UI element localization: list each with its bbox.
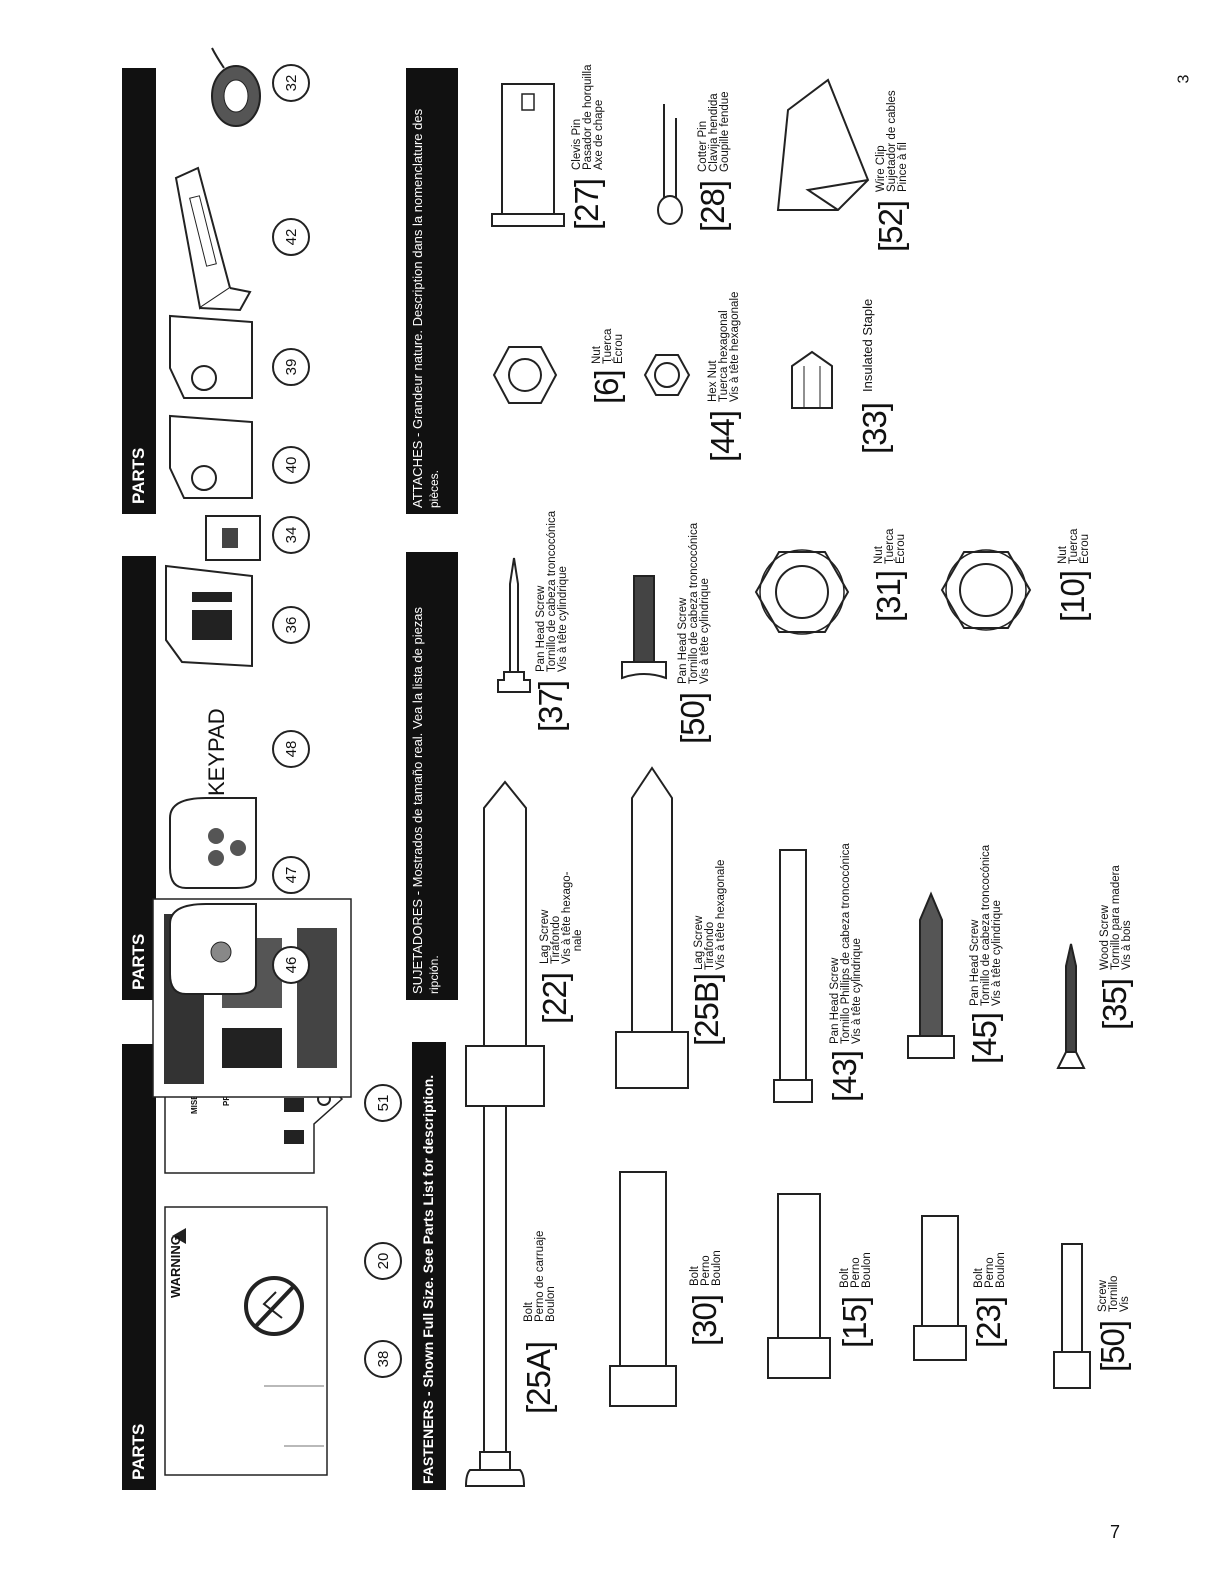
fastener-number-25b: [25B] (688, 973, 725, 1046)
fastener-number-37: [37] (532, 680, 569, 732)
fasteners-header: FASTENERS - Shown Full Size. See Parts List for description. (412, 1042, 446, 1490)
fastener-number-22: [22] (536, 972, 573, 1024)
part-number-32: 32 (272, 64, 310, 102)
wire-coil-32-image (206, 46, 266, 136)
wire-clip-52-image (768, 70, 878, 220)
bracket-42-image (170, 158, 270, 318)
screw-50-image (1052, 1240, 1092, 1390)
wood-screw-35-image (1054, 940, 1088, 1070)
part-number-48: 48 (272, 730, 310, 768)
pan-head-screw-45-image (906, 890, 956, 1060)
warning-sheet-image (164, 1206, 354, 1476)
fastener-number-33: [33] (856, 402, 893, 454)
fastener-label-31: Nut Tuerca Écrou (873, 528, 907, 564)
part-number-38: 38 (364, 1340, 402, 1378)
nut-10-image (938, 542, 1034, 638)
remote-47-image (166, 788, 266, 898)
fastener-number-45: [45] (966, 1012, 1003, 1064)
fastener-number-35: [35] (1096, 978, 1133, 1030)
fastener-number-43: [43] (826, 1050, 863, 1102)
fastener-label-22: Lag Screw Tirafondo Vis à tête hexago- nale (539, 871, 584, 964)
bolt-30-image (604, 1168, 684, 1408)
fastener-label-50b: Pan Head Screw Tornillo de cabeza troncocónica Vis à tête cylindrique (677, 522, 711, 684)
fastener-label-30: Bolt Perno Boulon (689, 1250, 723, 1286)
fastener-label-25a: Bolt Perno de carruaje Boulon (523, 1230, 557, 1322)
part-number-51: 51 (364, 1084, 402, 1122)
fastener-label-33: Insulated Staple (860, 298, 875, 392)
page-number-bottom: 7 (1110, 1522, 1121, 1542)
part-number-40: 40 (272, 446, 310, 484)
remote-36-image (162, 556, 262, 676)
lag-screw-25b-image (612, 760, 692, 1090)
fastener-label-45: Pan Head Screw Tornillo de cabeza troncocónica Vis à tête cylindrique (969, 844, 1003, 1006)
fastener-label-27: Clevis Pin Pasador de horquilla Axe de chape (571, 64, 605, 170)
warning-label: WARNING (168, 1235, 183, 1298)
fastener-number-6: [6] (588, 370, 625, 404)
part-number-39: 39 (272, 348, 310, 386)
cotter-pin-28-image (648, 98, 692, 228)
fastener-label-25b: Lag Screw Tirafondo Vis à tête hexagonale (693, 859, 727, 970)
attaches-header: ATTACHES - Grandeur nature. Description dans la nomenclature des pièces. (406, 68, 458, 514)
fastener-number-50a: [50] (1094, 1320, 1131, 1372)
part-number-36: 36 (272, 606, 310, 644)
part-number-46: 46 (272, 946, 310, 984)
nut-6-image (490, 340, 560, 410)
sensor-40-image (164, 408, 264, 508)
bolt-15-image (764, 1190, 834, 1380)
sujetadores-header: SUJETADORES - Mostrados de tamaño real. Vea la lista de piezas ripción. (406, 552, 458, 1000)
fastener-label-35: Wood Screw Tornillo para madera Vis à bois (1099, 865, 1133, 970)
fastener-label-43: Pan Head Screw Tornillo Phillips de cabeza troncocónica Vis à tête cylindrique (829, 843, 863, 1044)
hex-nut-44-image (642, 350, 692, 400)
fastener-label-23: Bolt Perno Boulon (973, 1252, 1007, 1288)
parts-header-2: PARTS (122, 556, 156, 1000)
sensor-39-image (164, 308, 264, 408)
fastener-number-23: [23] (970, 1296, 1007, 1348)
fastener-label-28: Cotter Pin Clavija hendida Goupille fendue (697, 91, 731, 172)
fastener-number-52: [52] (872, 200, 909, 252)
fastener-label-37: Pan Head Screw Tornillo de cabeza troncocónica Vis à tête cylindrique (535, 510, 569, 672)
fastener-number-15: [15] (836, 1296, 873, 1348)
lag-screw-22-image (462, 778, 548, 1108)
fastener-label-44: Hex Nut Tuerca hexagonal Vis à tête hexagonale (707, 291, 741, 402)
part-34-image (196, 508, 266, 568)
fastener-label-50a: Screw Tornillo Vis (1097, 1275, 1131, 1312)
fastener-number-25a: [25A] (520, 1341, 557, 1414)
parts-header-3: PARTS (122, 68, 156, 514)
fastener-number-50b: [50] (674, 692, 711, 744)
pan-head-screw-50b-image (614, 570, 674, 680)
fastener-label-10: Nut Tuerca Écrou (1057, 528, 1091, 564)
fastener-label-15: Bolt Perno Boulon (839, 1252, 873, 1288)
insulated-staple-33-image (782, 346, 842, 416)
part-number-47: 47 (272, 856, 310, 894)
bolt-23-image (910, 1212, 970, 1362)
parts-header-1: PARTS (122, 1044, 156, 1490)
nut-31-image (752, 542, 852, 642)
carriage-bolt-25a-image (460, 1048, 530, 1488)
page-number-top: 3 (1175, 74, 1193, 84)
clevis-pin-27-image (488, 78, 568, 228)
part-number-42: 42 (272, 218, 310, 256)
pan-head-screw-43-image (768, 844, 818, 1104)
fastener-number-10: [10] (1054, 570, 1091, 622)
fastener-number-31: [31] (870, 570, 907, 622)
fastener-number-28: [28] (694, 180, 731, 232)
keypad-label: KEYPAD (204, 708, 229, 796)
fastener-label-6: Nut Tuerca Écrou (591, 328, 625, 364)
fastener-label-52: Wire Clip Sujetador de cables Pince à fil (875, 90, 909, 192)
part-number-34: 34 (272, 516, 310, 554)
remote-46-image (166, 894, 266, 1004)
part-number-20: 20 (364, 1242, 402, 1280)
fastener-number-30: [30] (686, 1294, 723, 1346)
fastener-number-44: [44] (704, 410, 741, 462)
fastener-number-27: [27] (568, 178, 605, 230)
